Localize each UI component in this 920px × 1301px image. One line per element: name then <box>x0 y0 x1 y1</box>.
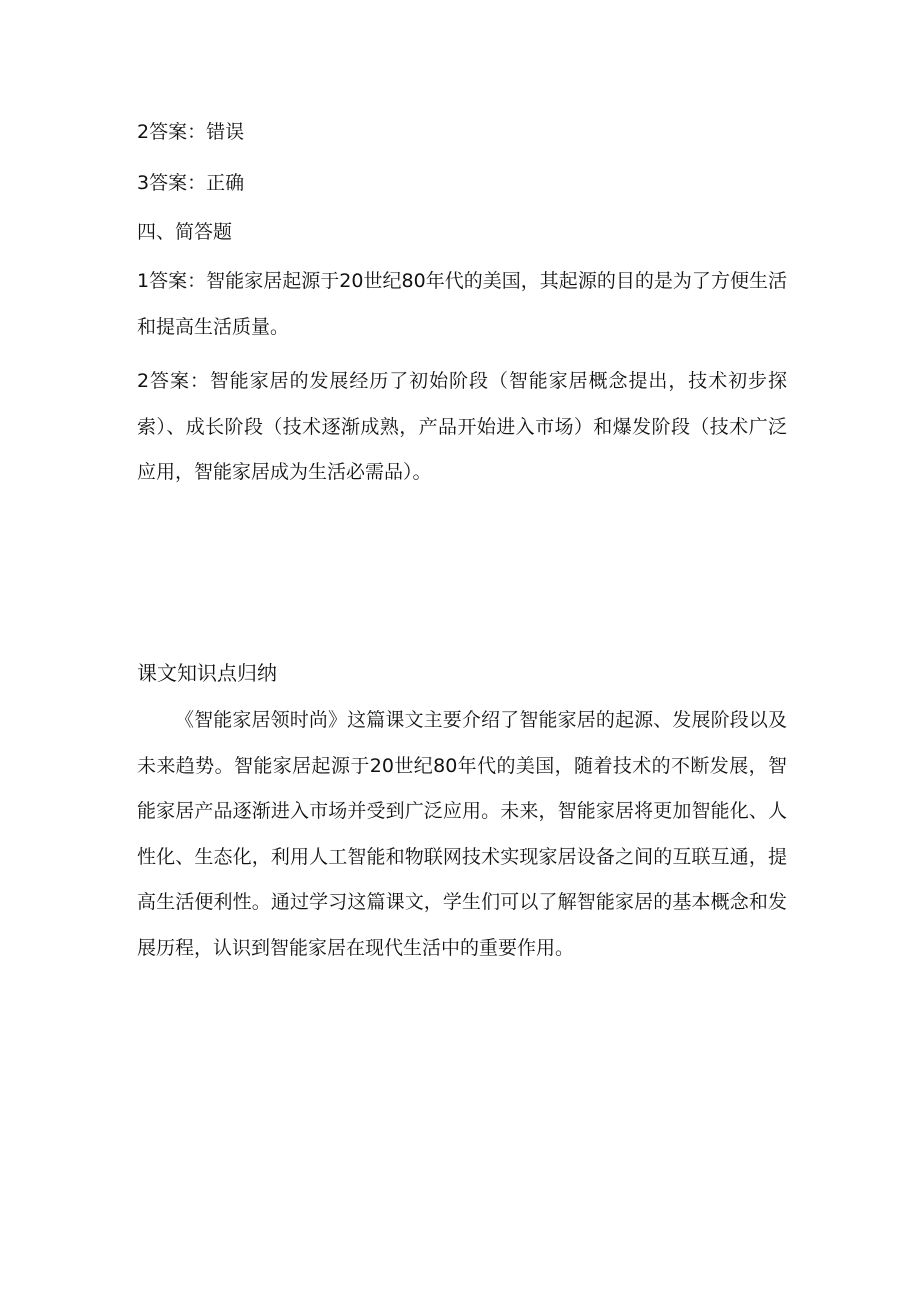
short-answer-1: 1答案：智能家居起源于20世纪80年代的美国，其起源的目的是为了方便生活和提高生活质量。 <box>137 270 787 338</box>
short-answer-2: 2答案：智能家居的发展经历了初始阶段（智能家居概念提出，技术初步探索）、成长阶段（技术逐渐成熟，产品开始进入市场）和爆发阶段（技术广泛应用，智能家居成为生活必需品）。 <box>137 370 787 483</box>
answer-2-true-false: 2答案：错误 <box>137 121 245 143</box>
section-four-title: 四、简答题 <box>137 221 233 243</box>
summary-heading: 课文知识点归纳 <box>137 661 277 685</box>
answer-3-true-false: 3答案：正确 <box>137 172 245 194</box>
summary-body: 《智能家居领时尚》这篇课文主要介绍了智能家居的起源、发展阶段以及未来趋势。智能家居起源于20世纪80年代的美国，随着技术的不断发展，智能家居产品逐渐进入市场并受到广泛应用。未来，智能家居将更加智能化、人性化、生态化，利用人工智能和物联网技术实现家居设备之间的互联互通，提高生活便利性。通过学习这篇课文，学生们可以了解智能家居的基本概念和发展历程，认识到智能家居在现代生活中的重要作用。 <box>137 709 787 959</box>
